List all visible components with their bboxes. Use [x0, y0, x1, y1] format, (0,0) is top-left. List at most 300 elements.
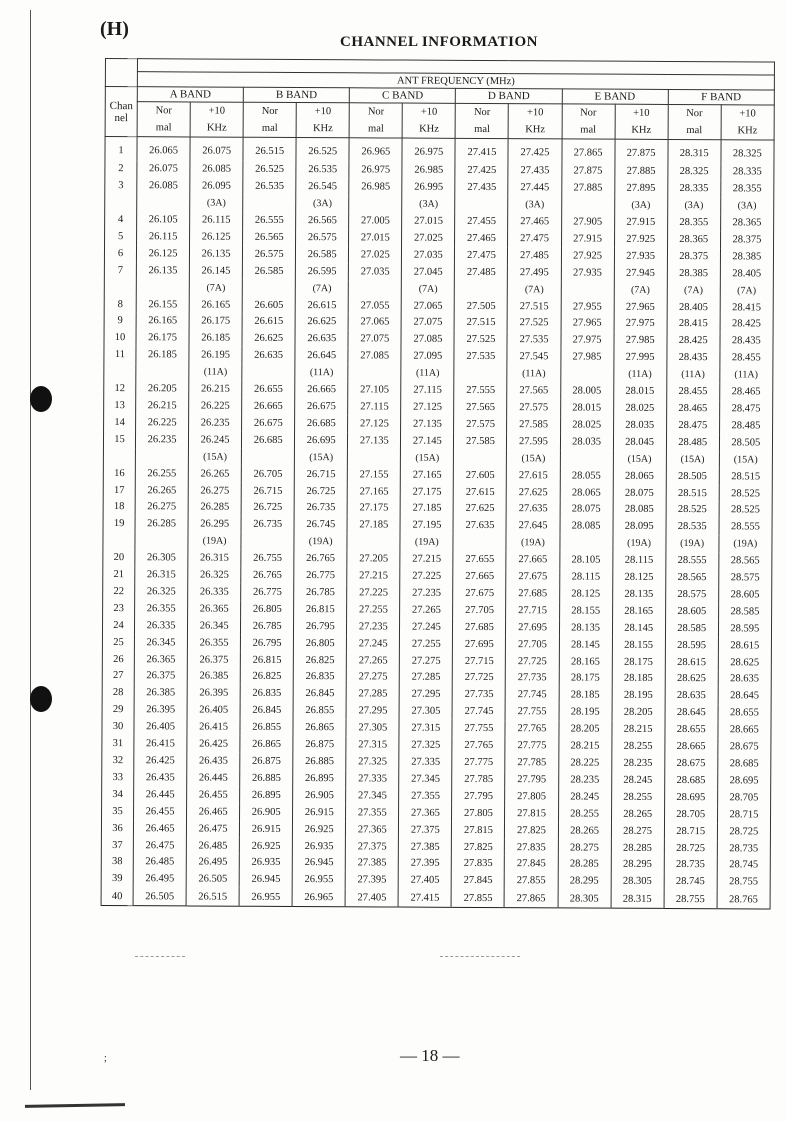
frequency-cell: 28.285 — [558, 856, 611, 873]
frequency-cell — [349, 195, 402, 212]
frequency-cell: 28.615 — [718, 637, 771, 654]
channel-number: 3 — [105, 177, 137, 194]
frequency-cell: 26.185 — [189, 330, 242, 347]
frequency-cell: 27.925 — [614, 231, 667, 248]
frequency-cell: 28.185 — [612, 670, 665, 687]
frequency-cell: 26.895 — [240, 787, 293, 804]
frequency-cell: (3A) — [190, 195, 243, 212]
normal-col-header-line: mal — [686, 125, 703, 137]
frequency-cell: 26.125 — [136, 245, 189, 262]
band-header: F BAND — [668, 89, 774, 105]
frequency-cell: 26.545 — [296, 178, 349, 195]
frequency-cell: 26.185 — [136, 346, 189, 363]
frequency-cell: 26.945 — [239, 871, 292, 888]
frequency-cell: 26.975 — [402, 138, 455, 162]
frequency-cell: 27.465 — [455, 230, 508, 247]
normal-col-header-line: mal — [580, 124, 597, 136]
channel-number: 8 — [104, 296, 136, 313]
frequency-cell: 26.405 — [187, 702, 240, 719]
frequency-cell: 28.555 — [719, 519, 772, 536]
frequency-cell: 27.805 — [452, 805, 505, 822]
frequency-cell: 26.675 — [242, 415, 295, 432]
frequency-cell: 28.685 — [664, 772, 717, 789]
frequency-cell: 28.645 — [718, 688, 771, 705]
channel-number: 14 — [104, 414, 136, 431]
tick-mark: ; — [104, 1053, 107, 1064]
frequency-cell: 28.255 — [558, 805, 611, 822]
frequency-cell: 27.495 — [508, 264, 561, 281]
frequency-cell: 28.105 — [559, 552, 612, 569]
plus10-col-header-line: KHz — [631, 124, 652, 136]
frequency-cell: 26.715 — [294, 466, 347, 483]
channel-number: 35 — [102, 803, 134, 820]
frequency-cell: 26.725 — [294, 483, 347, 500]
frequency-cell: 28.275 — [611, 822, 664, 839]
frequency-cell: 28.725 — [717, 823, 770, 840]
frequency-cell: 27.765 — [505, 720, 558, 737]
channel-number: 2 — [105, 160, 137, 177]
frequency-cell — [454, 450, 507, 467]
frequency-cell: 27.555 — [454, 382, 507, 399]
normal-col-header-line: Nor — [261, 105, 279, 117]
frequency-cell: 26.705 — [241, 465, 294, 482]
frequency-cell: (7A) — [720, 282, 773, 299]
frequency-cell: 26.145 — [189, 262, 242, 279]
plus10-col-header-line: KHz — [525, 124, 546, 136]
plus10-col-header-line: +10 — [208, 105, 226, 117]
frequency-cell: 28.555 — [665, 552, 718, 569]
band-header: E BAND — [562, 89, 668, 105]
frequency-cell: 28.425 — [720, 316, 773, 333]
frequency-cell: 26.455 — [187, 786, 240, 803]
frequency-cell: 27.025 — [402, 230, 455, 247]
dash-mark — [135, 956, 185, 958]
frequency-cell: 27.345 — [346, 787, 399, 804]
frequency-cell: 27.245 — [400, 618, 453, 635]
frequency-cell: 27.105 — [348, 381, 401, 398]
frequency-cell: 27.075 — [401, 314, 454, 331]
frequency-cell: 26.405 — [134, 718, 187, 735]
frequency-cell: 26.955 — [292, 871, 345, 888]
frequency-cell: 27.335 — [399, 754, 452, 771]
frequency-cell: 27.735 — [506, 670, 559, 687]
frequency-cell: (3A) — [614, 197, 667, 214]
frequency-cell: 26.345 — [134, 634, 187, 651]
frequency-cell: 28.695 — [717, 772, 770, 789]
frequency-cell: 26.625 — [242, 330, 295, 347]
frequency-cell: 27.995 — [613, 349, 666, 366]
frequency-cell: (7A) — [508, 281, 561, 298]
frequency-cell: 27.245 — [347, 635, 400, 652]
frequency-cell: (3A) — [720, 197, 773, 214]
frequency-cell: 26.075 — [137, 160, 190, 177]
frequency-cell: 27.405 — [398, 872, 451, 889]
frequency-cell: 26.155 — [136, 296, 189, 313]
frequency-cell — [243, 195, 296, 212]
frequency-cell: 26.925 — [293, 821, 346, 838]
frequency-cell: 26.275 — [188, 482, 241, 499]
frequency-cell: 28.175 — [559, 670, 612, 687]
frequency-cell: 26.115 — [190, 211, 243, 228]
frequency-cell: 28.695 — [664, 789, 717, 806]
frequency-cell: 26.465 — [187, 803, 240, 820]
channel-number: 32 — [102, 752, 134, 769]
frequency-cell: (7A) — [667, 282, 720, 299]
frequency-cell: 27.395 — [345, 872, 398, 889]
frequency-cell: 26.735 — [241, 516, 294, 533]
frequency-cell — [561, 281, 614, 298]
channel-number: 12 — [104, 380, 136, 397]
channel-number: 29 — [102, 701, 134, 718]
frequency-cell: 27.145 — [401, 432, 454, 449]
frequency-cell: 26.525 — [296, 138, 349, 162]
frequency-cell: 27.965 — [614, 298, 667, 315]
frequency-cell: 27.215 — [400, 551, 453, 568]
frequency-cell: 28.315 — [611, 890, 664, 908]
frequency-cell: 28.155 — [559, 602, 612, 619]
frequency-cell: 28.045 — [613, 433, 666, 450]
channel-number: 34 — [102, 786, 134, 803]
frequency-cell: 28.165 — [612, 603, 665, 620]
frequency-cell: 26.065 — [137, 137, 190, 161]
frequency-cell: 28.365 — [667, 231, 720, 248]
frequency-cell — [561, 197, 614, 214]
frequency-cell: 27.975 — [614, 315, 667, 332]
frequency-cell: 26.615 — [242, 313, 295, 330]
channel-number: 24 — [102, 617, 134, 634]
frequency-cell: 26.395 — [134, 701, 187, 718]
frequency-cell: 26.505 — [186, 871, 239, 888]
frequency-cell: 26.785 — [294, 584, 347, 601]
section-label: (H) — [100, 18, 129, 40]
frequency-cell: 28.675 — [664, 755, 717, 772]
frequency-cell: (3A) — [402, 196, 455, 213]
frequency-cell: 26.775 — [241, 584, 294, 601]
frequency-cell: 26.455 — [134, 803, 187, 820]
frequency-cell: 26.855 — [293, 702, 346, 719]
frequency-cell — [135, 532, 188, 549]
frequency-cell: 28.515 — [666, 484, 719, 501]
frequency-cell: 26.475 — [133, 837, 186, 854]
frequency-cell: 27.175 — [347, 500, 400, 517]
frequency-cell: 27.795 — [452, 788, 505, 805]
frequency-cell: 28.175 — [612, 653, 665, 670]
frequency-cell: 28.465 — [666, 400, 719, 417]
frequency-cell: 28.525 — [719, 502, 772, 519]
frequency-cell: 27.835 — [505, 839, 558, 856]
channel-number — [105, 194, 137, 211]
frequency-cell: 28.735 — [717, 840, 770, 857]
channel-number: 5 — [105, 228, 137, 245]
frequency-cell: 28.455 — [666, 383, 719, 400]
frequency-cell: 27.585 — [507, 416, 560, 433]
frequency-cell: 26.585 — [242, 262, 295, 279]
frequency-cell: 27.855 — [451, 889, 504, 907]
frequency-cell: 26.975 — [349, 162, 402, 179]
frequency-cell: 26.325 — [188, 567, 241, 584]
channel-number: 30 — [102, 718, 134, 735]
frequency-cell: 28.535 — [666, 518, 719, 535]
frequency-cell: (15A) — [295, 449, 348, 466]
frequency-cell: 26.485 — [186, 837, 239, 854]
frequency-cell: 26.575 — [296, 229, 349, 246]
frequency-cell: 27.675 — [506, 568, 559, 585]
frequency-cell: 26.395 — [187, 685, 240, 702]
frequency-cell: 26.885 — [240, 770, 293, 787]
frequency-cell: 26.375 — [187, 651, 240, 668]
frequency-cell: 28.335 — [667, 180, 720, 197]
frequency-cell: 26.635 — [295, 330, 348, 347]
frequency-cell: 26.685 — [295, 415, 348, 432]
frequency-cell: 28.205 — [612, 704, 665, 721]
frequency-cell: 27.445 — [508, 179, 561, 196]
frequency-cell: 28.655 — [718, 705, 771, 722]
frequency-cell: 26.685 — [242, 432, 295, 449]
frequency-cell — [455, 281, 508, 298]
frequency-cell: 26.515 — [243, 137, 296, 161]
frequency-cell: 27.115 — [348, 398, 401, 415]
frequency-cell: 28.745 — [717, 857, 770, 874]
frequency-cell: 27.185 — [400, 500, 453, 517]
channel-number: 21 — [103, 566, 135, 583]
frequency-cell: 26.635 — [242, 347, 295, 364]
frequency-cell: 26.115 — [137, 228, 190, 245]
frequency-cell: 27.705 — [506, 636, 559, 653]
frequency-cell: 27.785 — [505, 754, 558, 771]
frequency-cell: 27.035 — [402, 246, 455, 263]
frequency-cell: 28.605 — [718, 586, 771, 603]
frequency-cell: 28.565 — [665, 569, 718, 586]
punch-hole — [30, 386, 52, 412]
frequency-cell: 26.335 — [188, 583, 241, 600]
frequency-cell: 26.305 — [135, 549, 188, 566]
frequency-cell: (15A) — [666, 451, 719, 468]
frequency-cell: 26.235 — [135, 431, 188, 448]
frequency-cell: 26.885 — [293, 753, 346, 770]
frequency-cell: 27.775 — [452, 754, 505, 771]
plus10-col-header-line: +10 — [526, 107, 544, 119]
frequency-cell: 27.365 — [346, 821, 399, 838]
normal-col-header-line: mal — [261, 122, 278, 134]
frequency-cell: 28.125 — [559, 585, 612, 602]
frequency-cell: 27.875 — [615, 139, 668, 163]
frequency-cell: 26.085 — [137, 177, 190, 194]
frequency-cell: 27.265 — [347, 652, 400, 669]
frequency-cell: 26.325 — [135, 583, 188, 600]
frequency-cell: 26.795 — [241, 634, 294, 651]
frequency-cell: 26.075 — [190, 137, 243, 161]
frequency-cell: 27.295 — [346, 703, 399, 720]
frequency-cell: 27.065 — [348, 314, 401, 331]
frequency-cell: 26.915 — [240, 820, 293, 837]
channel-number: 31 — [102, 735, 134, 752]
frequency-cell: 28.665 — [718, 721, 771, 738]
frequency-cell: 28.205 — [558, 721, 611, 738]
channel-number: 10 — [104, 329, 136, 346]
frequency-cell: 26.695 — [295, 432, 348, 449]
frequency-cell: 26.925 — [239, 837, 292, 854]
frequency-cell: 26.745 — [294, 516, 347, 533]
frequency-cell — [348, 364, 401, 381]
frequency-cell: 26.475 — [187, 820, 240, 837]
frequency-cell: 27.405 — [345, 889, 398, 907]
frequency-cell: 26.445 — [187, 769, 240, 786]
frequency-cell: 27.215 — [347, 567, 400, 584]
frequency-cell: 26.445 — [134, 786, 187, 803]
frequency-cell: 28.215 — [558, 738, 611, 755]
frequency-cell: 27.525 — [454, 331, 507, 348]
channel-header — [105, 87, 137, 137]
frequency-cell: 28.285 — [611, 839, 664, 856]
plus10-col-header-line: KHz — [737, 125, 758, 137]
frequency-cell: 27.825 — [452, 838, 505, 855]
frequency-cell: 26.895 — [293, 770, 346, 787]
frequency-cell: (15A) — [188, 448, 241, 465]
frequency-cell: 27.135 — [401, 415, 454, 432]
frequency-cell: (15A) — [507, 450, 560, 467]
plus10-col-header — [509, 104, 562, 139]
frequency-cell: 28.715 — [717, 806, 770, 823]
channel-row — [101, 887, 770, 909]
frequency-cell: 27.825 — [505, 822, 558, 839]
normal-col-header-line: Nor — [155, 105, 172, 117]
frequency-cell: 27.905 — [561, 213, 614, 230]
frequency-cell: 28.435 — [720, 333, 773, 350]
frequency-cell: 26.665 — [295, 381, 348, 398]
channel-number: 22 — [103, 583, 135, 600]
frequency-cell: 28.315 — [668, 139, 721, 163]
channel-number: 39 — [101, 870, 133, 887]
frequency-cell: 27.575 — [507, 399, 560, 416]
frequency-cell: 27.485 — [455, 264, 508, 281]
frequency-cell: 28.355 — [667, 214, 720, 231]
frequency-cell: 27.635 — [507, 501, 560, 518]
frequency-cell — [348, 449, 401, 466]
frequency-cell: 27.325 — [346, 753, 399, 770]
frequency-cell: 26.775 — [294, 567, 347, 584]
frequency-cell: 26.575 — [243, 246, 296, 263]
frequency-cell: (11A) — [666, 366, 719, 383]
frequency-cell: 26.805 — [241, 601, 294, 618]
frequency-cell: 26.525 — [243, 161, 296, 178]
frequency-cell: 28.295 — [611, 856, 664, 873]
frequency-cell: 26.935 — [293, 838, 346, 855]
frequency-cell: 28.195 — [612, 687, 665, 704]
frequency-cell: 28.455 — [720, 350, 773, 367]
frequency-cell — [241, 533, 294, 550]
frequency-cell: 27.575 — [454, 416, 507, 433]
channel-number: 17 — [103, 482, 135, 499]
frequency-cell: 27.535 — [454, 348, 507, 365]
frequency-cell: 27.605 — [454, 466, 507, 483]
frequency-cell: 28.255 — [611, 789, 664, 806]
frequency-cell: 27.655 — [453, 551, 506, 568]
frequency-cell: 26.195 — [189, 347, 242, 364]
band-header: B BAND — [243, 87, 349, 103]
frequency-cell: 27.515 — [508, 298, 561, 315]
frequency-cell: 26.665 — [242, 398, 295, 415]
frequency-cell: 28.085 — [560, 518, 613, 535]
frequency-cell: 28.585 — [718, 603, 771, 620]
frequency-cell: 26.855 — [240, 719, 293, 736]
frequency-cell: 27.945 — [614, 264, 667, 281]
frequency-cell: 28.085 — [613, 501, 666, 518]
frequency-cell: 27.685 — [506, 585, 559, 602]
band-header: C BAND — [350, 88, 456, 104]
frequency-cell: 27.585 — [454, 433, 507, 450]
frequency-cell: 28.675 — [718, 738, 771, 755]
frequency-cell: 28.705 — [664, 806, 717, 823]
frequency-cell: 28.185 — [559, 687, 612, 704]
frequency-cell: 28.425 — [667, 332, 720, 349]
frequency-cell: 27.165 — [347, 483, 400, 500]
normal-col-header — [243, 102, 296, 137]
frequency-cell: 26.365 — [134, 651, 187, 668]
channel-number: 25 — [102, 634, 134, 651]
frequency-cell: (15A) — [401, 449, 454, 466]
frequency-cell: 26.565 — [243, 229, 296, 246]
frequency-cell — [347, 534, 400, 551]
frequency-cell: 28.245 — [558, 788, 611, 805]
frequency-cell: 26.515 — [186, 888, 239, 906]
frequency-cell: 26.905 — [293, 787, 346, 804]
frequency-cell: 28.605 — [665, 603, 718, 620]
frequency-cell: 27.375 — [399, 821, 452, 838]
frequency-cell: 27.415 — [455, 138, 508, 162]
frequency-cell: 28.515 — [719, 468, 772, 485]
frequency-cell: 26.835 — [293, 669, 346, 686]
frequency-cell: 27.205 — [347, 550, 400, 567]
frequency-cell: 28.335 — [721, 164, 774, 181]
punch-hole — [30, 686, 52, 712]
frequency-cell: 28.705 — [717, 789, 770, 806]
frequency-cell: 26.905 — [240, 803, 293, 820]
binding-line — [30, 10, 31, 1090]
frequency-cell: 27.525 — [508, 315, 561, 332]
frequency-cell: 27.375 — [346, 838, 399, 855]
frequency-cell: 27.455 — [455, 213, 508, 230]
frequency-cell: 26.225 — [136, 414, 189, 431]
frequency-cell: 26.435 — [134, 769, 187, 786]
channel-number: 20 — [103, 549, 135, 566]
frequency-cell: 26.845 — [293, 685, 346, 702]
frequency-cell: 27.135 — [348, 432, 401, 449]
frequency-cell: 27.955 — [561, 298, 614, 315]
frequency-cell: 28.135 — [559, 619, 612, 636]
normal-col-header — [562, 104, 615, 139]
frequency-cell: 28.225 — [558, 754, 611, 771]
frequency-cell: (11A) — [295, 364, 348, 381]
frequency-cell: 28.265 — [611, 805, 664, 822]
channel-number: 38 — [101, 853, 133, 870]
frequency-cell: 27.695 — [453, 636, 506, 653]
frequency-cell: 28.025 — [613, 400, 666, 417]
normal-col-header-line: Nor — [473, 106, 491, 119]
frequency-cell — [453, 534, 506, 551]
frequency-cell: 27.085 — [401, 331, 454, 348]
frequency-cell: 26.505 — [133, 887, 186, 905]
frequency-cell: 27.715 — [453, 652, 506, 669]
frequency-cell: (19A) — [666, 535, 719, 552]
normal-col-header-line: mal — [368, 123, 384, 135]
frequency-cell: 27.285 — [346, 686, 399, 703]
frequency-cell: 26.215 — [189, 381, 242, 398]
channel-number: 27 — [102, 668, 134, 685]
frequency-cell: 27.345 — [399, 771, 452, 788]
frequency-cell: 26.315 — [188, 550, 241, 567]
channel-number — [103, 448, 135, 465]
frequency-cell: 27.735 — [453, 686, 506, 703]
